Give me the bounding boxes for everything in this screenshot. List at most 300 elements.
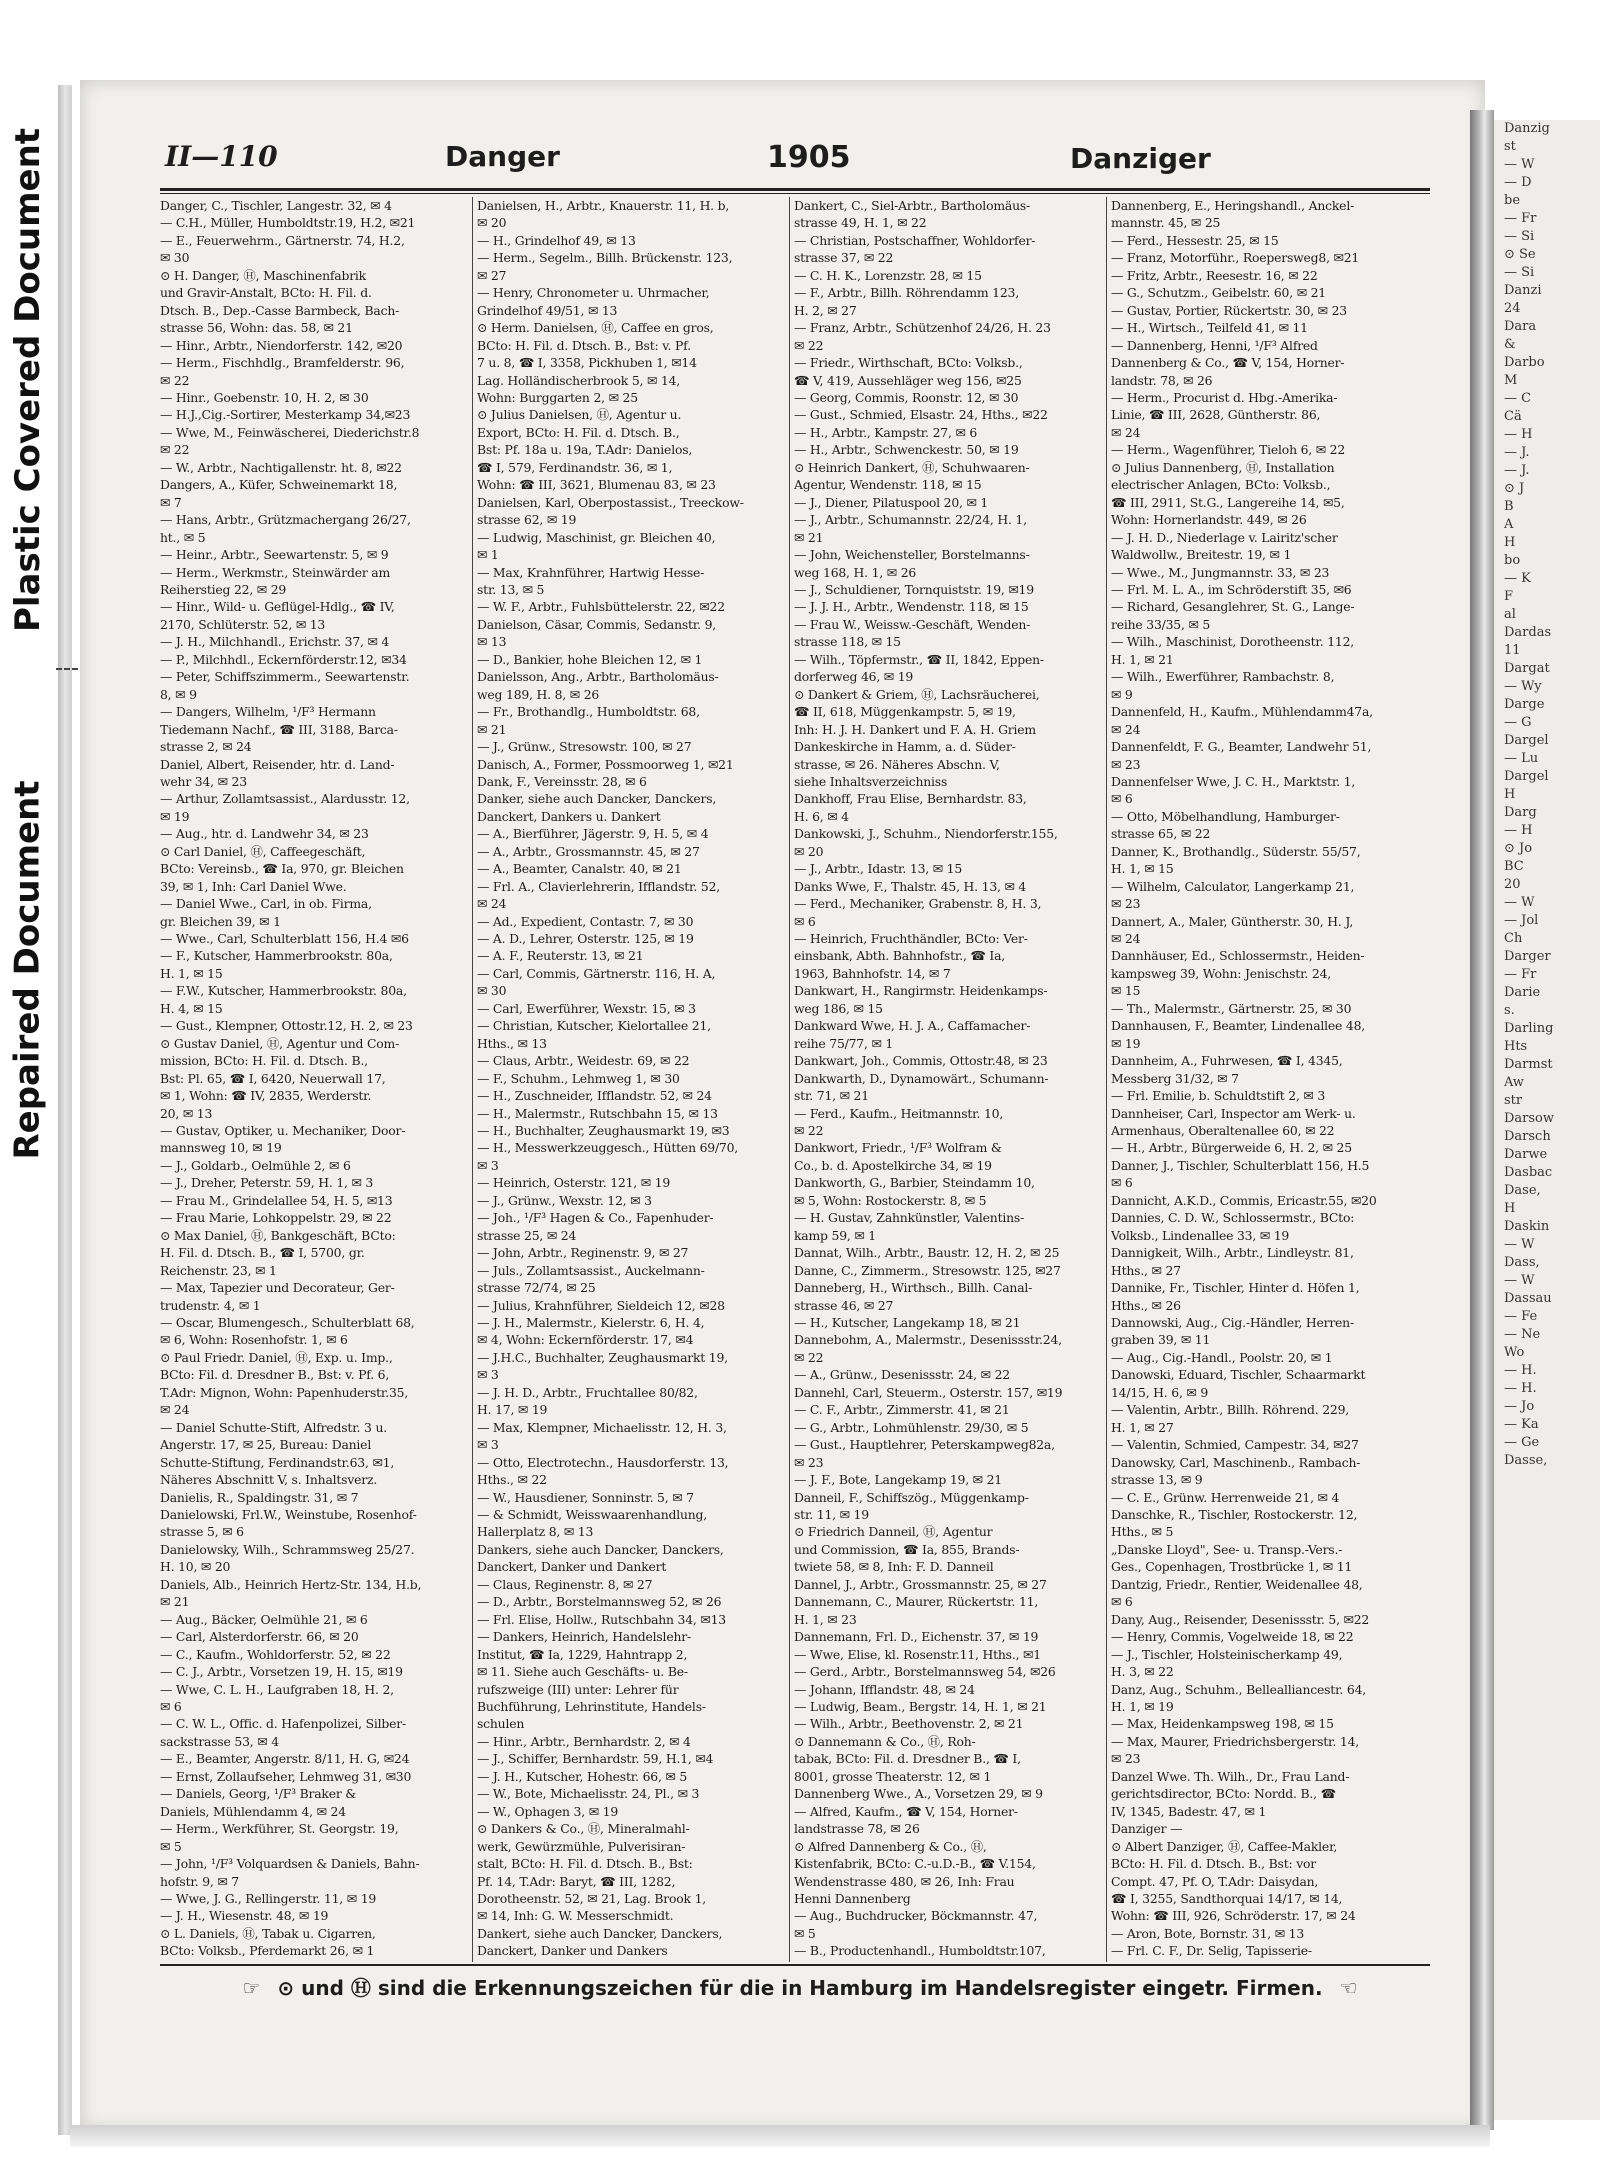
facing-page-line: Darling (1504, 1021, 1554, 1036)
directory-entry-line: — Ludwig, Beam., Bergstr. 14, H. 1, ✉ 21 (794, 1698, 1047, 1714)
directory-entry-line: — A., Bierführer, Jägerstr. 9, H. 5, ✉ 4 (477, 826, 709, 842)
facing-page-line: Darie (1504, 985, 1541, 1000)
directory-entry-line: Dannenfeldt, F. G., Beamter, Landwehr 51, (1111, 739, 1372, 755)
directory-entry-line: H. 1, ✉ 15 (160, 965, 223, 981)
directory-entry-line: Henni Dannenberg (794, 1890, 911, 1906)
directory-entry-line: H. 10, ✉ 20 (160, 1559, 231, 1575)
directory-entry-line: ⊙ Dannemann & Co., Ⓗ, Roh- (794, 1733, 976, 1749)
directory-entry-line: — Max, Klempner, Michaelisstr. 12, H. 3, (477, 1419, 727, 1435)
directory-entry-line: ✉ 5 (160, 1838, 182, 1854)
directory-entry-line: Dankers, siehe auch Dancker, Danckers, (477, 1541, 724, 1557)
header-first-word: Danger (445, 140, 560, 173)
directory-entry-line: stalt, BCto: H. Fil. d. Dtsch. B., Bst: (477, 1856, 693, 1872)
directory-entry-line: — A. F., Reuterstr. 13, ✉ 21 (477, 948, 644, 964)
directory-entry-line: — P., Milchhdl., Eckernförderstr.12, ✉34 (160, 651, 407, 667)
directory-entry-line: ✉ 22 (794, 1123, 824, 1139)
facing-page-line: H (1504, 787, 1516, 802)
directory-entry-line: ✉ 15 (1111, 983, 1141, 999)
directory-entry-line: Dannert, A., Maler, Güntherstr. 30, H. J, (1111, 913, 1354, 929)
directory-entry-line: reihe 75/77, ✉ 1 (794, 1035, 894, 1051)
directory-entry-line: Daniels, Mühlendamm 4, ✉ 24 (160, 1803, 346, 1819)
directory-entry-line: Dankwort, Friedr., ¹/F³ Wolfram & (794, 1140, 1002, 1156)
directory-entry-line: Dannenberg, E., Heringshandl., Anckel- (1111, 198, 1355, 213)
directory-entry-line: Danner, K., Brothandlg., Süderstr. 55/57, (1111, 843, 1361, 859)
directory-entry-line: Dankhoff, Frau Elise, Bernhardstr. 83, (794, 791, 1027, 807)
directory-entry-line: strasse, ✉ 26. Näheres Abschn. V, (794, 756, 1000, 772)
directory-entry-line: Dtsch. B., Dep.-Casse Barmbeck, Bach- (160, 302, 400, 318)
directory-entry-line: — A., Arbtr., Grossmannstr. 45, ✉ 27 (477, 843, 700, 859)
directory-entry-line: strasse 72/74, ✉ 25 (477, 1280, 596, 1296)
directory-entry-line: — Wilh., Maschinist, Dorotheenstr. 112, (1111, 634, 1354, 650)
pointing-hand-right-icon: ☞ (242, 1976, 261, 2000)
directory-entry-line: 39, ✉ 1, Inh: Carl Daniel Wwe. (160, 878, 347, 894)
book-gutter (1470, 110, 1494, 2130)
directory-entry-line: strasse 62, ✉ 19 (477, 512, 577, 528)
directory-entry-line: trudenstr. 4, ✉ 1 (160, 1297, 261, 1313)
page-footer (200, 1972, 1400, 2001)
facing-page-line: Dassau (1504, 1291, 1552, 1306)
directory-entry-line: — Herm., Segelm., Billh. Brückenstr. 123, (477, 250, 733, 266)
directory-entry-line: Dannebohm, A., Malermstr., Desenissstr.24, (794, 1332, 1062, 1348)
directory-entry-line: kampsweg 39, Wohn: Jenischstr. 24, (1111, 965, 1332, 981)
directory-entry-line: ✉ 21 (160, 1594, 190, 1610)
directory-entry-line: ⊙ Max Daniel, Ⓗ, Bankgeschäft, BCto: (160, 1227, 396, 1243)
directory-entry-line: IV, 1345, Badestr. 47, ✉ 1 (1111, 1803, 1267, 1819)
directory-entry-line: H. 2, ✉ 27 (794, 302, 857, 318)
directory-entry-line: — Th., Malermstr., Gärtnerstr. 25, ✉ 30 (1111, 1000, 1352, 1016)
facing-page-line: — Si (1504, 229, 1535, 244)
directory-entry-line (1111, 1960, 1423, 1962)
directory-entry-line: — H. Gustav, Zahnkünstler, Valentins- (794, 1210, 1025, 1226)
directory-entry-line: ✉ 6 (1111, 1175, 1133, 1191)
directory-entry-line: Danz, Aug., Schuhm., Bellealliancestr. 64, (1111, 1681, 1367, 1697)
directory-entry-line: — Wilhelm, Calculator, Langerkamp 21, (1111, 878, 1355, 894)
directory-entry-line: Inh: H. J. H. Dankert und F. A. H. Griem (794, 721, 1036, 737)
directory-entry-line: — F., Schuhm., Lehmweg 1, ✉ 30 (477, 1070, 680, 1086)
directory-entry-line: — W., Ophagen 3, ✉ 19 (477, 1803, 619, 1819)
directory-entry-line: H. 1, ✉ 15 (1111, 861, 1174, 877)
directory-entry-line: ✉ 3 (477, 1437, 499, 1453)
directory-entry-line: — Frl. Elise, Hollw., Rutschbahn 34, ✉13 (477, 1611, 726, 1627)
directory-entry-line: — Franz, Arbtr., Schützenhof 24/26, H. 23 (794, 320, 1051, 336)
directory-entry-line: — Carl, Ewerführer, Wexstr. 15, ✉ 3 (477, 1000, 696, 1016)
directory-entry-line: ⊙ Julius Dannenberg, Ⓗ, Installation (1111, 459, 1335, 475)
directory-entry-line: Dannicht, A.K.D., Commis, Ericastr.55, ✉20 (1111, 1192, 1377, 1208)
facing-page-line: — H. (1504, 1363, 1537, 1378)
header-rule-thin (160, 193, 1430, 194)
directory-entry-line: — Hans, Arbtr., Grützmachergang 26/27, (160, 512, 411, 528)
facing-page-line: — Ne (1504, 1327, 1541, 1342)
directory-entry-line: weg 168, H. 1, ✉ 26 (794, 564, 917, 580)
directory-entry-line: — C. J., Arbtr., Vorsetzen 19, H. 15, ✉19 (160, 1664, 403, 1680)
directory-entry-line: — Heinrich, Osterstr. 121, ✉ 19 (477, 1175, 671, 1191)
facing-page-line: M (1504, 373, 1518, 388)
directory-entry-line: — C.H., Müller, Humboldtstr.19, H.2, ✉21 (160, 215, 416, 231)
directory-entry-line: und Commission, ☎ Ia, 855, Brands- (794, 1541, 1020, 1557)
directory-entry-line: — Julius, Krahnführer, Sieldeich 12, ✉28 (477, 1297, 725, 1313)
facing-page-line: — Ge (1504, 1435, 1540, 1450)
directory-entry-line: ⊙ Dankert & Griem, Ⓗ, Lachsräucherei, (794, 686, 1040, 702)
directory-entry-line: — Wilh., Ewerführer, Rambachstr. 8, (1111, 669, 1335, 685)
directory-entry-line: H. 6, ✉ 4 (794, 808, 849, 824)
directory-entry-line: Danzel Wwe. Th. Wilh., Dr., Frau Land- (1111, 1768, 1350, 1784)
directory-entry-line: Hallerplatz 8, ✉ 13 (477, 1524, 594, 1540)
directory-entry-line: BCto: Fil. d. Dresdner B., Bst: v. Pf. 6, (160, 1367, 390, 1383)
directory-entry-line: — H., Grindelhof 49, ✉ 13 (477, 232, 636, 248)
directory-column-2 (477, 197, 789, 1962)
directory-entry-line: 2170, Schlüterstr. 52, ✉ 13 (160, 616, 326, 632)
directory-entry-line: — Gerd., Arbtr., Borstelmannsweg 54, ✉26 (794, 1664, 1056, 1680)
directory-entry-line: — H., Arbtr., Bürgerweide 6, H. 2, ✉ 25 (1111, 1140, 1352, 1156)
directory-entry-line: Dannenberg & Co., ☎ V, 154, Horner- (1111, 355, 1345, 371)
directory-entry-line: ⊙ H. Danger, Ⓗ, Maschinenfabrik (160, 267, 366, 283)
facing-page-line: ⊙ Jo (1504, 841, 1533, 856)
directory-entry-line: Dankert, C., Siel-Arbtr., Bartholomäus- (794, 198, 1030, 213)
directory-entry-line: Wohn: ☎ III, 3621, Blumenau 83, ✉ 23 (477, 477, 716, 493)
directory-entry-line: — Gustav, Portier, Rückertstr. 30, ✉ 23 (1111, 302, 1347, 318)
page-bottom-edge (70, 2125, 1490, 2147)
directory-entry-line: str. 13, ✉ 5 (477, 581, 545, 597)
directory-entry-line: H. 1, ✉ 27 (1111, 1419, 1174, 1435)
directory-entry-line: Dannike, Fr., Tischler, Hinter d. Höfen 1, (1111, 1280, 1360, 1296)
directory-entry-line: 1963, Bahnhofstr. 14, ✉ 7 (794, 965, 951, 981)
directory-entry-line: Dannehl, Carl, Steuerm., Osterstr. 157, ✉19 (794, 1384, 1063, 1400)
directory-entry-line: — J., Diener, Pilatuspool 20, ✉ 1 (794, 494, 989, 510)
facing-page-line: Dara (1504, 319, 1537, 334)
facing-page-line: Darge (1504, 697, 1545, 712)
directory-entry-line: — Wwe., Carl, Schulterblatt 156, H.4 ✉6 (160, 931, 409, 947)
directory-column-1 (160, 197, 472, 1962)
facing-page-line: — H (1504, 823, 1533, 838)
directory-entry-line: Dankworth, G., Barbier, Steindamm 10, (794, 1175, 1035, 1191)
directory-entry-line: strasse 13, ✉ 9 (1111, 1472, 1203, 1488)
directory-entry-line: Wohn: Burggarten 2, ✉ 25 (477, 389, 638, 405)
directory-entry-line: Dankert, siehe auch Dancker, Danckers, (477, 1925, 723, 1941)
directory-entry-line: — H., Buchhalter, Zeughausmarkt 19, ✉3 (477, 1123, 730, 1139)
header-last-word: Danziger (1070, 142, 1211, 175)
directory-entry-line: strasse 46, ✉ 27 (794, 1297, 894, 1313)
facing-page-line: 20 (1504, 877, 1521, 892)
directory-entry-line: Institut, ☎ Ia, 1229, Hahntrapp 2, (477, 1646, 688, 1662)
directory-entry-line: — Frl. C. F., Dr. Selig, Tapisserie- (1111, 1943, 1312, 1959)
directory-entry-line: Agentur, Wendenstr. 118, ✉ 15 (794, 477, 982, 493)
facing-page-line: — H (1504, 427, 1533, 442)
directory-entry-line: ✉ 22 (160, 442, 190, 458)
directory-entry-line: ⊙ Herm. Danielsen, Ⓗ, Caffee en gros, (477, 320, 714, 336)
directory-entry-line: Dannowski, Aug., Cig.-Händler, Herren- (1111, 1315, 1354, 1330)
facing-page-line: Danzi (1504, 283, 1542, 298)
directory-entry-line: Dannemann, Frl. D., Eichenstr. 37, ✉ 19 (794, 1629, 1039, 1645)
directory-entry-line: — J. J. H., Arbtr., Wendenstr. 118, ✉ 15 (794, 599, 1029, 615)
directory-entry-line: Daniels, Alb., Heinrich Hertz-Str. 134, H.b, (160, 1576, 422, 1592)
directory-entry-line: ✉ 6 (794, 913, 816, 929)
directory-entry-line: Wohn: ☎ III, 926, Schröderstr. 17, ✉ 24 (1111, 1908, 1356, 1924)
directory-entry-line: ✉ 23 (1111, 896, 1141, 912)
facing-page-line: — J. (1504, 463, 1530, 478)
directory-entry-line: ⊙ Albert Danziger, Ⓗ, Caffee-Makler, (1111, 1838, 1338, 1854)
directory-entry-line: ⊙ Alfred Dannenberg & Co., Ⓗ, (794, 1838, 987, 1854)
facing-page-line: 24 (1504, 301, 1521, 316)
directory-entry-line: — J. H., Milchhandl., Erichstr. 37, ✉ 4 (160, 634, 390, 650)
directory-entry-line: ✉ 23 (1111, 1751, 1141, 1767)
facing-page-line: st (1504, 139, 1516, 154)
facing-page-line: — J. (1504, 445, 1530, 460)
directory-entry-line: — J. F., Bote, Langekamp 19, ✉ 21 (794, 1472, 1002, 1488)
directory-entry-line: Grindelhof 49/51, ✉ 13 (477, 302, 618, 318)
directory-entry-line: — A., Beamter, Canalstr. 40, ✉ 21 (477, 861, 682, 877)
directory-entry-line: einsbank, Abth. Bahnhofstr., ☎ Ia, (794, 948, 1006, 964)
directory-entry-line: str. 11, ✉ 19 (794, 1506, 869, 1522)
directory-entry-line: — Fritz, Arbtr., Reesestr. 16, ✉ 22 (1111, 267, 1318, 283)
directory-entry-line: sackstrasse 53, ✉ 4 (160, 1733, 279, 1749)
directory-entry-line: ✉ 20 (794, 843, 824, 859)
directory-entry-line: Kistenfabrik, BCto: C.-u.D.-B., ☎ V.154, (794, 1856, 1036, 1872)
column-separator (789, 197, 790, 1962)
directory-entry-line: — W., Arbtr., Nachtigallenstr. ht. 8, ✉22 (160, 459, 402, 475)
directory-entry-line: strasse 5, ✉ 6 (160, 1524, 244, 1540)
directory-entry-line: — Wwe., M., Jungmannstr. 33, ✉ 23 (1111, 564, 1330, 580)
directory-entry-line: Compt. 47, Pf. O, T.Adr: Daisydan, (1111, 1873, 1319, 1889)
directory-entry-line: Danisch, A., Former, Possmoorweg 1, ✉21 (477, 756, 734, 772)
directory-entry-line: Dorotheenstr. 52, ✉ 21, Lag. Brook 1, (477, 1890, 707, 1906)
facing-page-line: Dargel (1504, 733, 1549, 748)
directory-entry-line: — J. H., Wiesenstr. 48, ✉ 19 (160, 1908, 329, 1924)
directory-entry-line: H. 17, ✉ 19 (477, 1402, 548, 1418)
directory-entry-line: schulen (477, 1716, 525, 1732)
directory-entry-line: weg 189, H. 8, ✉ 26 (477, 686, 600, 702)
directory-entry-line: — Hinr., Arbtr., Niendorferstr. 142, ✉20 (160, 337, 403, 353)
facing-page-line: be (1504, 193, 1521, 208)
directory-entry-line: ⊙ Gustav Daniel, Ⓗ, Agentur und Com- (160, 1035, 400, 1051)
directory-entry-line: ✉ 13 (477, 634, 507, 650)
directory-entry-line: — John, Arbtr., Reginenstr. 9, ✉ 27 (477, 1245, 689, 1261)
facing-page-line: — H. (1504, 1381, 1537, 1396)
directory-entry-line: — Fr., Brothandlg., Humboldtstr. 68, (477, 704, 700, 720)
directory-entry-line: — C. W. L., Offic. d. Hafenpolizei, Silber- (160, 1716, 406, 1732)
directory-entry-line: ✉ 9 (1111, 686, 1133, 702)
directory-entry-line: ✉ 20 (477, 215, 507, 231)
directory-entry-line: — J., Goldarb., Oelmühle 2, ✉ 6 (160, 1157, 351, 1173)
directory-entry-line: ✉ 24 (477, 896, 507, 912)
directory-entry-line: — Otto, Möbelhandlung, Hamburger- (1111, 808, 1340, 824)
facing-page-line: Hts (1504, 1039, 1528, 1054)
directory-entry-line: — C. F., Arbtr., Zimmerstr. 41, ✉ 21 (794, 1402, 1010, 1418)
directory-entry-line: 14/15, H. 6, ✉ 9 (1111, 1384, 1209, 1400)
directory-entry-line: ✉ 21 (794, 529, 824, 545)
directory-entry-line: Danielsen, Karl, Oberpostassist., Treeckow- (477, 494, 744, 510)
directory-entry-line: ✉ 7 (160, 494, 182, 510)
directory-entry-line: — Herm., Werkmstr., Steinwärder am (160, 564, 391, 580)
directory-entry-line: Export, BCto: H. Fil. d. Dtsch. B., (477, 424, 680, 440)
directory-entry-line: — Otto, Electrotechn., Hausdorferstr. 13, (477, 1454, 729, 1470)
directory-entry-line: Danielson, Cäsar, Commis, Sedanstr. 9, (477, 616, 717, 632)
directory-entry-line: ☎ I, 579, Ferdinandstr. 36, ✉ 1, (477, 459, 673, 475)
footer-rule (160, 1964, 1430, 1966)
directory-entry-line: — Max, Tapezier und Decorateur, Ger- (160, 1280, 395, 1296)
directory-entry-line: ✉ 6, Wohn: Rosenhofstr. 1, ✉ 6 (160, 1332, 348, 1348)
directory-entry-line: 7 u. 8, ☎ I, 3358, Pickhuben 1, ✉14 (477, 355, 697, 371)
directory-entry-line: Danks Wwe, F., Thalstr. 45, H. 13, ✉ 4 (794, 878, 1027, 894)
directory-entry-line: ☎ III, 2911, St.G., Langereihe 14, ✉5, (1111, 494, 1345, 510)
facing-page-line: — Lu (1504, 751, 1539, 766)
directory-entry-line: Danschke, R., Tischler, Rostockerstr. 12, (1111, 1506, 1358, 1522)
facing-page-line: Darmst (1504, 1057, 1553, 1072)
directory-entry-line: — H.J.,Cig.-Sortirer, Mesterkamp 34,✉23 (160, 407, 411, 423)
directory-entry-line: — Claus, Reginenstr. 8, ✉ 27 (477, 1576, 653, 1592)
pointing-hand-left-icon: ☜ (1339, 1976, 1358, 2000)
facing-page-line: B (1504, 499, 1514, 514)
directory-entry-line: Dankward Wwe, H. J. A., Caffamacher- (794, 1018, 1031, 1034)
directory-entry-line: Danielsson, Ang., Arbtr., Bartholomäus- (477, 669, 719, 685)
facing-page-line: Darsch (1504, 1129, 1551, 1144)
directory-entry-line: H. 1, ✉ 19 (1111, 1698, 1174, 1714)
directory-entry-line: — J., Schuldiener, Tornquiststr. 19, ✉19 (794, 581, 1034, 597)
directory-entry-line: — Daniels, Georg, ¹/F³ Braker & (160, 1786, 357, 1802)
directory-entry-line: Bst: Pf. 18a u. 19a, T.Adr: Danielos, (477, 442, 693, 458)
directory-entry-line: — Peter, Schiffszimmerm., Seewartenstr. (160, 669, 410, 685)
directory-entry-line: — J., Tischler, Holsteinischerkamp 49, (1111, 1646, 1343, 1662)
directory-entry-line: ✉ 24 (1111, 931, 1141, 947)
directory-entry-line: strasse 49, H. 1, ✉ 22 (794, 215, 927, 231)
facing-page-line: — Jol (1504, 913, 1539, 928)
facing-page-line: — W (1504, 1273, 1535, 1288)
directory-entry-line: ✉ 24 (160, 1402, 190, 1418)
directory-entry-line: — Hinr., Arbtr., Bernhardstr. 2, ✉ 4 (477, 1733, 691, 1749)
repaired-document-text: Repaired Document (8, 780, 49, 1160)
directory-entry-line: Dankwarth, D., Dynamowärt., Schumann- (794, 1070, 1049, 1086)
directory-entry-line: ☎ V, 419, Aussehläger weg 156, ✉25 (794, 372, 1022, 388)
directory-entry-line: — Heinr., Arbtr., Seewartenstr. 5, ✉ 9 (160, 547, 389, 563)
directory-entry-line: Lag. Holländischerbrook 5, ✉ 14, (477, 372, 681, 388)
directory-entry-line: ✉ 24 (1111, 424, 1141, 440)
directory-entry-line: Hths., ✉ 5 (1111, 1524, 1174, 1540)
directory-entry-line: Dannenfeld, H., Kaufm., Mühlendamm47a, (1111, 704, 1373, 720)
directory-column-4 (1111, 197, 1423, 1962)
directory-entry-line: ⊙ Julius Danielsen, Ⓗ, Agentur u. (477, 407, 682, 423)
facing-page-line: ⊙ Se (1504, 247, 1536, 262)
facing-page-line: 11 (1504, 643, 1521, 658)
facing-page-line: Danzig (1504, 121, 1550, 136)
facing-page-line: — Si (1504, 265, 1535, 280)
directory-entry-line: — C., Kaufm., Wohldorferstr. 52, ✉ 22 (160, 1646, 391, 1662)
directory-entry-line: strasse 118, ✉ 15 (794, 634, 901, 650)
directory-entry-line: — John, ¹/F³ Volquardsen & Daniels, Bahn- (160, 1856, 420, 1872)
directory-entry-line: Dannel, J., Arbtr., Grossmannstr. 25, ✉ 27 (794, 1576, 1047, 1592)
directory-entry-line: — Frau W., Weissw.-Geschäft, Wenden- (794, 616, 1031, 632)
facing-page-line: — W (1504, 895, 1535, 910)
directory-entry-line: — F., Kutscher, Hammerbrookstr. 80a, (160, 948, 393, 964)
directory-entry-line: — Joh., ¹/F³ Hagen & Co., Fapenhuder- (477, 1210, 714, 1226)
directory-entry-line: ✉ 23 (794, 1454, 824, 1470)
directory-entry-line: — Wwe, M., Feinwäscherei, Diederichstr.8 (160, 424, 420, 440)
directory-entry-line: — F., Arbtr., Billh. Röhrendamm 123, (794, 285, 1019, 301)
directory-entry-line: — J., Grünw., Wexstr. 12, ✉ 3 (477, 1192, 652, 1208)
directory-entry-line: Waldwollw., Breitestr. 19, ✉ 1 (1111, 547, 1292, 563)
directory-entry-line: ⊙ Dankers & Co., Ⓗ, Mineralmahl- (477, 1821, 690, 1837)
directory-entry-line: ht., ✉ 5 (160, 529, 206, 545)
directory-entry-line: — Hinr., Wild- u. Geflügel-Hdlg., ☎ IV, (160, 599, 395, 615)
directory-entry-line: Dannheiser, Carl, Inspector am Werk- u. (1111, 1105, 1356, 1121)
directory-entry-line: — J., Grünw., Stresowstr. 100, ✉ 27 (477, 739, 692, 755)
directory-entry-line: ⊙ Heinrich Dankert, Ⓗ, Schuhwaaren- (794, 459, 1030, 475)
directory-entry-line: ⊙ Friedrich Danneil, Ⓗ, Agentur (794, 1524, 993, 1540)
directory-entry-line: — Aron, Bote, Bornstr. 31, ✉ 13 (1111, 1925, 1305, 1941)
directory-entry-line: H. Fil. d. Dtsch. B., ☎ I, 5700, gr. (160, 1245, 365, 1261)
directory-entry-line: — H., Malermstr., Rutschbahn 15, ✉ 13 (477, 1105, 718, 1121)
plastic-covered-label (4, 110, 52, 650)
directory-entry-line: Schutte-Stiftung, Ferdinandstr.63, ✉1, (160, 1454, 395, 1470)
directory-entry-line: — Franz, Motorführ., Roepersweg8, ✉21 (1111, 250, 1360, 266)
directory-entry-line: — Gust., Schmied, Elsastr. 24, Hths., ✉22 (794, 407, 1048, 423)
directory-column-3 (794, 197, 1106, 1962)
directory-entry-line: ✉ 1, Wohn: ☎ IV, 2835, Werderstr. (160, 1088, 372, 1104)
facing-page-line: — W (1504, 157, 1535, 172)
directory-entry-line: ⊙ Carl Daniel, Ⓗ, Caffeegeschäft, (160, 843, 366, 859)
directory-entry-line: — Henry, Chronometer u. Uhrmacher, (477, 285, 710, 301)
facing-page-line: — Fe (1504, 1309, 1538, 1324)
directory-entry-line: Hths., ✉ 22 (477, 1472, 547, 1488)
directory-entry-line: Hths., ✉ 13 (477, 1035, 547, 1051)
directory-entry-line: ✉ 6 (160, 1698, 182, 1714)
directory-entry-line: landstr. 78, ✉ 26 (1111, 372, 1213, 388)
directory-entry-line: Danckert, Danker und Dankers (477, 1943, 668, 1959)
directory-entry-line: ✉ 22 (794, 337, 824, 353)
facing-page-line: Aw (1504, 1075, 1524, 1090)
directory-entry-line: strasse 25, ✉ 24 (477, 1227, 577, 1243)
directory-entry-line: — W., Bote, Michaelisstr. 24, Pl., ✉ 3 (477, 1786, 700, 1802)
facing-page-line: ⊙ J (1504, 481, 1525, 496)
directory-entry-line: — & Schmidt, Weisswaarenhandlung, (477, 1506, 708, 1522)
directory-entry-line: — Aug., Cig.-Handl., Poolstr. 20, ✉ 1 (1111, 1349, 1333, 1365)
directory-entry-line: Bst: Pl. 65, ☎ I, 6420, Neuerwall 17, (160, 1070, 386, 1086)
directory-entry-line: — H., Messwerkzeuggesch., Hütten 69/70, (477, 1140, 739, 1156)
directory-entry-line: und Gravir-Anstalt, BCto: H. Fil. d. (160, 285, 372, 301)
directory-entry-line: — B., Productenhandl., Humboldtstr.107, (794, 1943, 1046, 1959)
directory-entry-line: — Max, Maurer, Friedrichsbergerstr. 14, (1111, 1733, 1359, 1749)
directory-entry-line: — Herm., Werkführer, St. Georgstr. 19, (160, 1821, 399, 1837)
directory-entry-line: Danckert, Dankers u. Dankert (477, 808, 661, 824)
directory-entry-line: 8001, grosse Theaterstr. 12, ✉ 1 (794, 1768, 992, 1784)
directory-entry-line: Reichenstr. 23, ✉ 1 (160, 1262, 277, 1278)
facing-page-line: Ch (1504, 931, 1523, 946)
directory-entry-line: ✉ 22 (160, 372, 190, 388)
directory-entry-line: ✉ 23 (1111, 756, 1141, 772)
directory-entry-line: Danielowsky, Wilh., Schrammsweg 25/27. (160, 1541, 415, 1557)
directory-entry-line: Co., b. d. Apostelkirche 34, ✉ 19 (794, 1157, 992, 1173)
directory-entry-line: ✉ 5 (794, 1925, 816, 1941)
directory-entry-line: ✉ 27 (477, 267, 507, 283)
directory-entry-line: — H., Zuschneider, Ifflandstr. 52, ✉ 24 (477, 1088, 712, 1104)
label-divider (56, 668, 78, 670)
directory-entry-line: Hths., ✉ 26 (1111, 1297, 1181, 1313)
directory-entry-line: — Gustav, Optiker, u. Mechaniker, Door- (160, 1123, 406, 1139)
directory-entry-line: Danger, C., Tischler, Langestr. 32, ✉ 4 (160, 198, 392, 213)
facing-page-line: Daskin (1504, 1219, 1550, 1234)
facing-page-line: — Fr (1504, 211, 1537, 226)
directory-entry-line: — Carl, Commis, Gärtnerstr. 116, H. A, (477, 965, 716, 981)
directory-entry-line: Danneil, F., Schiffszög., Müggenkamp- (794, 1489, 1029, 1505)
directory-entry-line: — Gust., Klempner, Ottostr.12, H. 2, ✉ 23 (160, 1018, 413, 1034)
directory-entry-line: BCto: Volksb., Pferdemarkt 26, ✉ 1 (160, 1943, 375, 1959)
header-rule (160, 188, 1430, 191)
directory-entry-line: Daniel, Albert, Reisender, htr. d. Land- (160, 756, 395, 772)
facing-page-line: F (1504, 589, 1514, 604)
facing-page-line: Dargat (1504, 661, 1550, 676)
directory-entry-line: ✉ 19 (1111, 1035, 1141, 1051)
directory-entry-line: — A., Grünw., Desenissstr. 24, ✉ 22 (794, 1367, 1010, 1383)
facing-page-line: Dase, (1504, 1183, 1541, 1198)
directory-entry-line: Dangers, A., Küfer, Schweinemarkt 18, (160, 477, 398, 493)
